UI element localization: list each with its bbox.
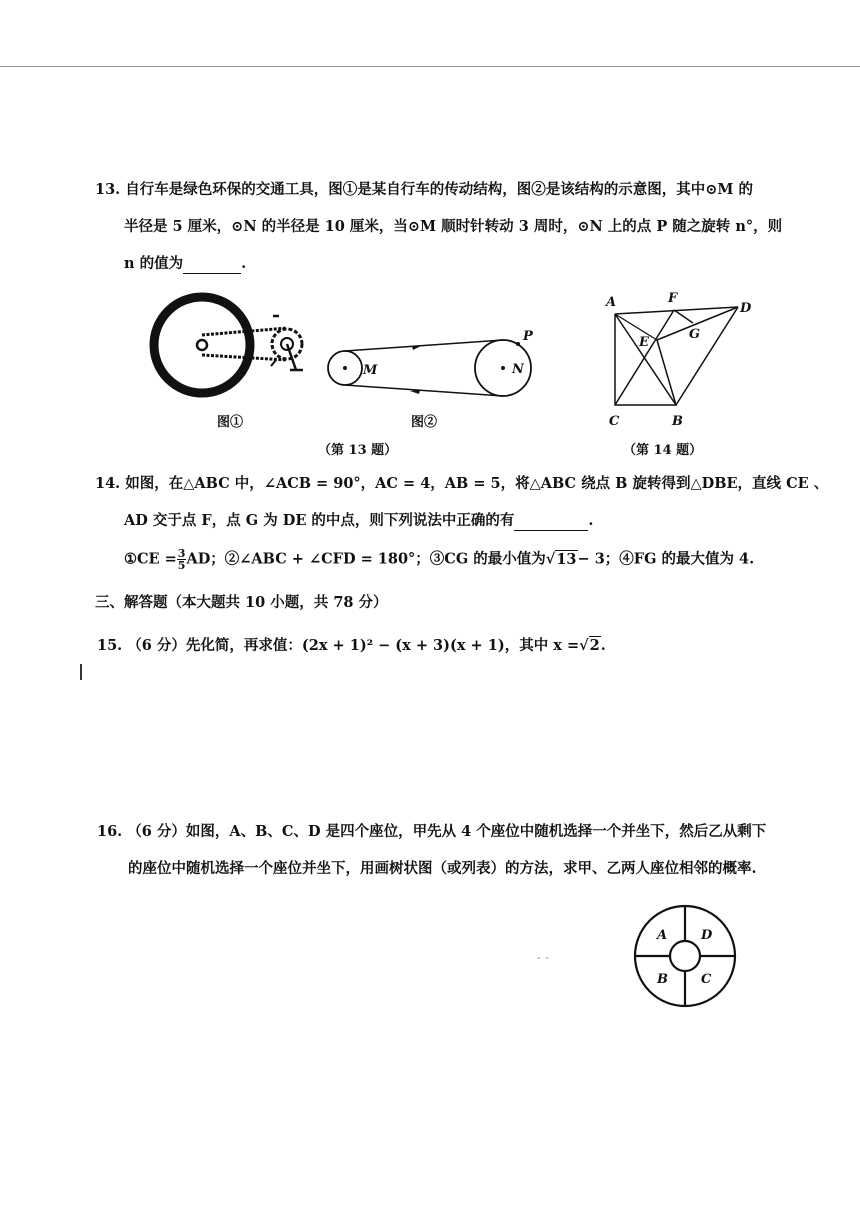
belt-top <box>345 340 503 351</box>
big-wheel <box>154 297 250 393</box>
label-e: E <box>639 335 649 350</box>
inner-circle <box>670 941 700 971</box>
q16-line2: 的座位中随机选择一个座位并坐下，用画树状图（或列表）的方法，求甲、乙两人座位相邻的概率. <box>128 860 757 877</box>
seg-fg <box>674 310 693 323</box>
q13-line3 <box>124 254 246 274</box>
label-c: C <box>609 414 620 429</box>
small-hub <box>197 340 207 350</box>
fig2-caption: 图② <box>411 415 438 430</box>
label-a: A <box>606 295 617 310</box>
q13-figure1 <box>145 288 315 403</box>
q13-figure2 <box>326 330 541 410</box>
sqrt-symbol-q15: √ <box>579 637 589 654</box>
point-p <box>516 342 520 346</box>
q15-text: 15. （6 分）先化简，再求值：(2x + 1)² − (x + 3)(x + 1)，其中 x = <box>97 637 580 654</box>
belt-bottom <box>345 385 503 396</box>
label-f: F <box>668 291 678 306</box>
q14-opt1-pre: ①CE = <box>124 550 177 568</box>
label-g: G <box>689 327 701 342</box>
q13-answer-blank[interactable] <box>183 257 241 274</box>
arrow-bottom <box>410 390 420 394</box>
frac-den: 5 <box>177 559 186 572</box>
q15-line <box>97 636 606 656</box>
q14-opt3-post: − 3；④FG 的最大值为 4. <box>577 550 755 568</box>
q13-line2: 半径是 5 厘米，⊙N 的半径是 10 厘米，当⊙M 顺时针转动 3 周时，⊙N 上的点 P 随之旋转 n°，则 <box>124 218 783 235</box>
seg-ce <box>615 310 674 405</box>
label-d: D <box>740 301 752 316</box>
seat-b: B <box>657 972 668 987</box>
q14-answer-blank[interactable] <box>514 514 588 531</box>
q13-line3-text: n 的值为 <box>124 255 184 272</box>
q14-line2 <box>124 511 593 531</box>
section3-heading: 三、解答题（本大题共 10 小题，共 78 分） <box>95 594 388 611</box>
sqrt-13: 13 <box>556 550 577 568</box>
sqrt-2: 2 <box>589 637 600 654</box>
seg-db <box>676 307 738 405</box>
arrow-top <box>412 346 422 351</box>
q15-end: . <box>600 637 606 654</box>
q13-line3-end: . <box>241 255 247 272</box>
fraction-three-fifths <box>177 548 187 571</box>
frac-num: 3 <box>177 547 186 560</box>
q14-line2-text: AD 交于点 F，点 G 为 DE 的中点，则下列说法中正确的有 <box>124 512 515 529</box>
seat-c: C <box>701 972 712 987</box>
q16-seat-figure <box>633 904 737 1008</box>
q14-line2-end: . <box>588 512 594 529</box>
seat-d: D <box>701 928 713 943</box>
frame-bit <box>271 360 276 366</box>
q14-caption: （第 14 题） <box>623 443 703 458</box>
seg-ad <box>615 307 738 314</box>
stray-dots: - - <box>537 953 550 964</box>
q14-opt1-post: AD；②∠ABC + ∠CFD = 180°；③CG 的最小值为 <box>186 550 546 568</box>
label-n: N <box>512 362 524 377</box>
q14-figure <box>600 290 770 435</box>
page-top-rule <box>0 66 860 67</box>
label-m: M <box>363 363 378 378</box>
q13-line1: 13. 自行车是绿色环保的交通工具，图①是某自行车的传动结构，图②是该结构的示意图，其中⊙M 的 <box>95 181 754 198</box>
sqrt-symbol: √ <box>545 550 556 568</box>
seg-ae <box>615 314 657 340</box>
q16-line1: 16. （6 分）如图，A、B、C、D 是四个座位，甲先从 4 个座位中随机选择一个并坐下，然后乙从剩下 <box>97 823 767 840</box>
q14-line1: 14. 如图，在△ABC 中，∠ACB = 90°，AC = 4，AB = 5，将△ABC 绕点 B 旋转得到△DBE，直线 CE 、 <box>95 475 829 492</box>
fig1-caption: 图① <box>217 415 244 430</box>
seg-eb <box>657 340 676 405</box>
label-b: B <box>672 414 683 429</box>
margin-mark <box>80 664 82 680</box>
q13-caption: （第 13 题） <box>318 443 398 458</box>
q14-options <box>124 548 754 571</box>
label-p: P <box>523 329 533 344</box>
seat-a: A <box>657 928 668 943</box>
